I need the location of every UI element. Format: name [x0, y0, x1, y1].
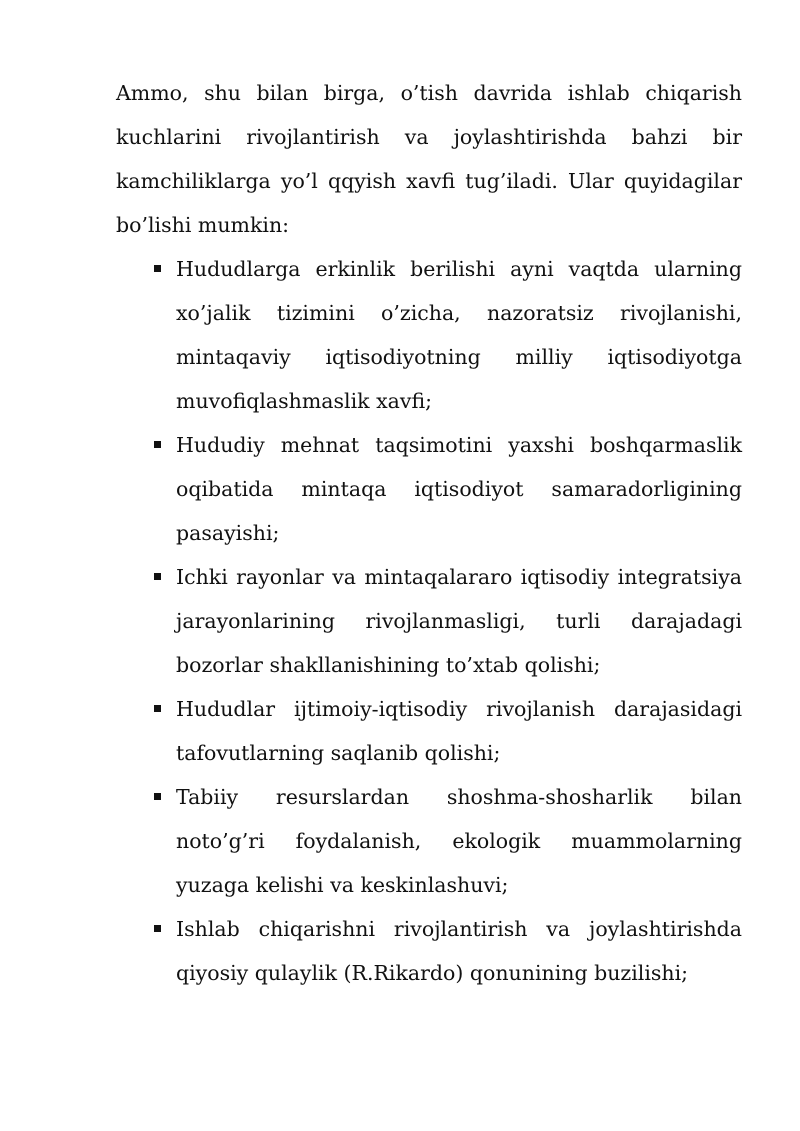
square-bullet-icon	[154, 925, 161, 932]
square-bullet-icon	[154, 441, 161, 448]
list-item-text: Ishlab chiqarishni rivojlantirish va joylashtirishda qiyosiy qulaylik (R.Rikardo) qonunining buzilishi;	[176, 917, 742, 985]
list-item-text: Hududlarga erkinlik berilishi ayni vaqtda ularning xo’jalik tizimini o’zicha, nazoratsiz rivojlanishi, mintaqaviy iqtisodiyotning milliy iqtisodiyotga muvofiqlashmaslik xavfi;	[176, 257, 742, 413]
list-item	[116, 247, 742, 423]
list-item	[116, 687, 742, 775]
list-item	[116, 907, 742, 995]
list-item-text: Tabiiy resurslardan shoshma-shosharlik bilan noto’g’ri foydalanish, ekologik muammolarning yuzaga kelishi va keskinlashuvi;	[176, 785, 742, 897]
bullet-list	[116, 247, 742, 995]
square-bullet-icon	[154, 573, 161, 580]
square-bullet-icon	[154, 705, 161, 712]
list-item-text: Ichki rayonlar va mintaqalararo iqtisodiy integratsiya jarayonlarining rivojlanmasligi, turli darajadagi bozorlar shakllanishining to’xtab qolishi;	[176, 565, 742, 677]
document-page	[116, 71, 742, 995]
list-item-text: Hududiy mehnat taqsimotini yaxshi boshqarmaslik oqibatida mintaqa iqtisodiyot samaradorligining pasayishi;	[176, 433, 742, 545]
list-item-text: Hududlar ijtimoiy-iqtisodiy rivojlanish darajasidagi tafovutlarning saqlanib qolishi;	[176, 697, 742, 765]
list-item	[116, 423, 742, 555]
square-bullet-icon	[154, 265, 161, 272]
list-item	[116, 555, 742, 687]
square-bullet-icon	[154, 793, 161, 800]
list-item	[116, 775, 742, 907]
intro-paragraph: Ammo, shu bilan birga, o’tish davrida ishlab chiqarish kuchlarini rivojlantirish va joylashtirishda bahzi bir kamchiliklarga yo’l qqyish xavfi tug’iladi. Ular quyidagilar bo’lishi mumkin:	[116, 81, 742, 237]
